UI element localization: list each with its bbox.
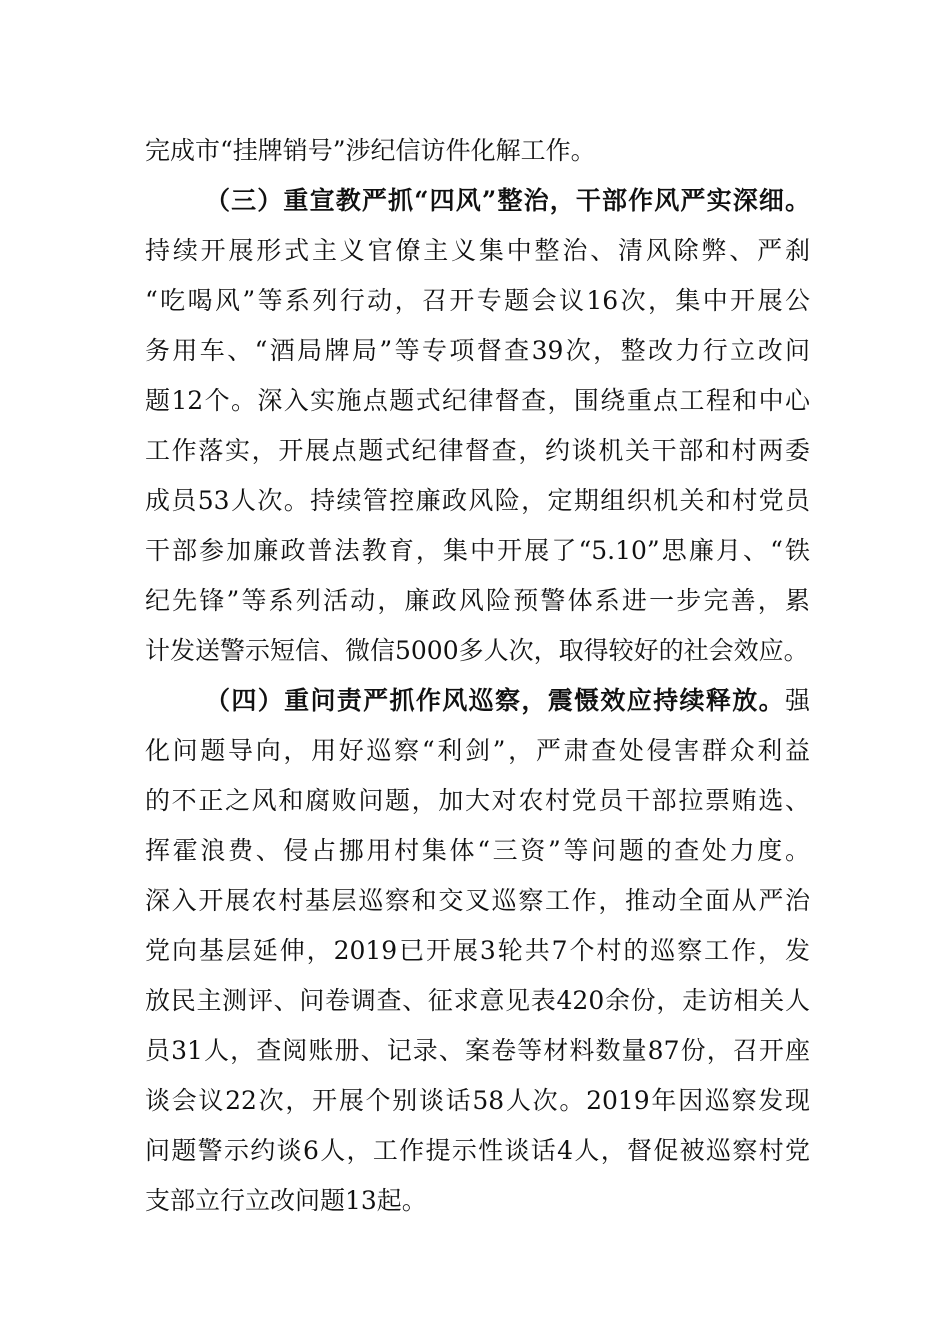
line-text: 化问题导向，用好巡察“利剑”，严肃查处侵害群众利益 xyxy=(145,736,810,765)
line-text: 谈会议22次，开展个别谈话58人次。2019年因巡察发现 xyxy=(145,1086,810,1115)
paragraph-line xyxy=(145,626,810,676)
section-heading: （四）重问责严抓作风巡察，震慑效应持续释放。 xyxy=(205,686,785,715)
line-text: 成员53人次。持续管控廉政风险，定期组织机关和村党员 xyxy=(145,486,810,515)
paragraph-line xyxy=(145,726,810,776)
line-text: 纪先锋”等系列活动，廉政风险预警体系进一步完善，累 xyxy=(145,586,810,615)
line-text: 工作落实，开展点题式纪律督查，约谈机关干部和村两委 xyxy=(145,436,810,465)
paragraph-line xyxy=(145,976,810,1026)
paragraph-line xyxy=(145,576,810,626)
line-text: 挥霍浪费、侵占挪用村集体“三资”等问题的查处力度。 xyxy=(145,836,810,865)
line-text: 务用车、“酒局牌局”等专项督查39次，整改力行立改问 xyxy=(145,336,810,365)
line-text: 持续开展形式主义官僚主义集中整治、清风除弊、严刹 xyxy=(145,236,810,265)
line-text: 党向基层延伸，2019已开展3轮共7个村的巡察工作，发 xyxy=(145,936,810,965)
section-heading-line xyxy=(145,176,810,226)
paragraph-line xyxy=(145,226,810,276)
line-text: 干部参加廉政普法教育，集中开展了“5.10”思廉月、“铁 xyxy=(145,536,810,565)
line-text: 完成市“挂牌销号”涉纪信访件化解工作。 xyxy=(145,136,596,165)
paragraph-line xyxy=(145,826,810,876)
paragraph-line xyxy=(145,926,810,976)
paragraph-line xyxy=(145,1026,810,1076)
line-text: 放民主测评、问卷调查、征求意见表420余份，走访相关人 xyxy=(145,986,810,1015)
paragraph-line xyxy=(145,526,810,576)
paragraph-line xyxy=(145,426,810,476)
document-body xyxy=(145,126,810,1226)
paragraph-line xyxy=(145,126,810,176)
paragraph-line xyxy=(145,1126,810,1176)
paragraph-line xyxy=(145,476,810,526)
line-text: 员31人，查阅账册、记录、案卷等材料数量87份，召开座 xyxy=(145,1036,810,1065)
paragraph-line xyxy=(145,776,810,826)
line-text: 题12个。深入实施点题式纪律督查，围绕重点工程和中心 xyxy=(145,386,810,415)
paragraph-line xyxy=(145,326,810,376)
paragraph-line xyxy=(145,276,810,326)
line-text: “吃喝风”等系列行动，召开专题会议16次，集中开展公 xyxy=(145,286,810,315)
paragraph-line xyxy=(145,876,810,926)
paragraph-line xyxy=(145,376,810,426)
line-text: 计发送警示短信、微信5000多人次，取得较好的社会效应。 xyxy=(145,636,809,665)
line-text: 问题警示约谈6人，工作提示性谈话4人，督促被巡察村党 xyxy=(145,1136,810,1165)
section-heading: （三）重宣教严抓“四风”整治，干部作风严实深细。 xyxy=(205,186,810,215)
section-heading-line xyxy=(145,676,810,726)
line-text: 的不正之风和腐败问题，加大对农村党员干部拉票贿选、 xyxy=(145,786,810,815)
paragraph-line xyxy=(145,1176,810,1226)
paragraph-line xyxy=(145,1076,810,1126)
line-text: 深入开展农村基层巡察和交叉巡察工作，推动全面从严治 xyxy=(145,886,810,915)
line-text: 强 xyxy=(784,686,810,715)
line-text: 支部立行立改问题13起。 xyxy=(145,1186,427,1215)
